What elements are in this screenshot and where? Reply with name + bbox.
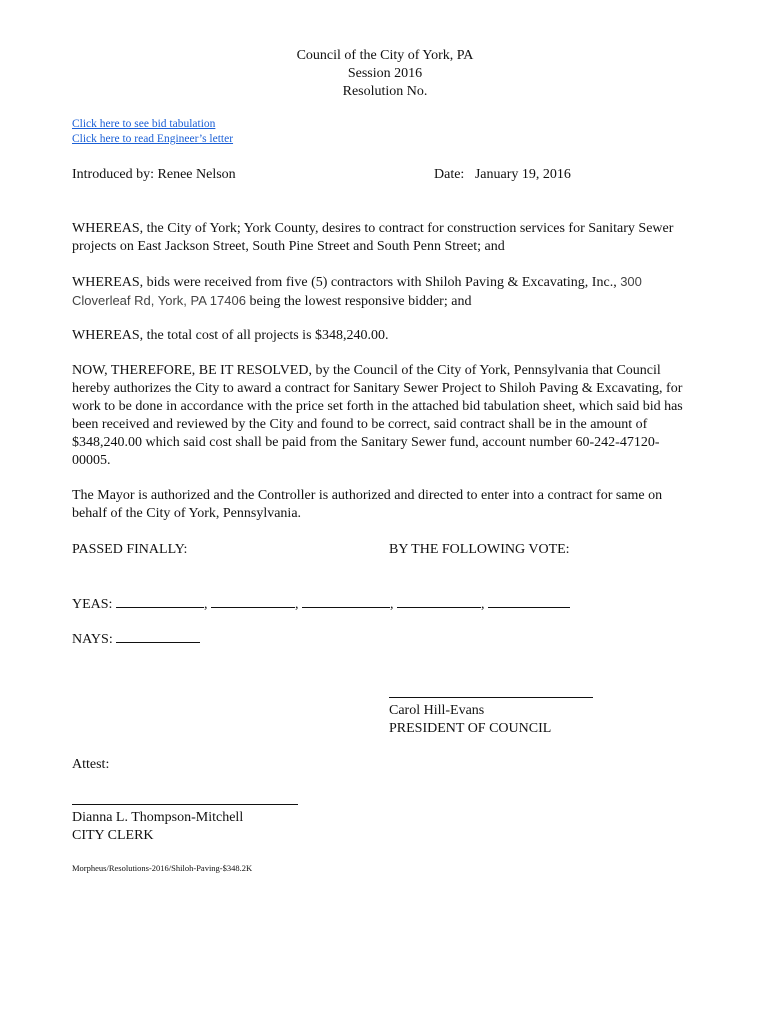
yeas-blank-1 (116, 595, 204, 608)
header-session: Session 2016 (347, 66, 423, 81)
yeas-blank-4 (397, 595, 481, 608)
whereas2-address-2: Cloverleaf Rd, York, PA 17406 (72, 293, 246, 308)
whereas-paragraph-3: WHEREAS, the total cost of all projects is $348,240.00. (72, 328, 389, 343)
date-line (434, 166, 571, 184)
yeas-comma-3: , (389, 597, 394, 612)
president-signature-line (389, 697, 593, 698)
clerk-title: CITY CLERK (72, 828, 154, 843)
yeas-line (72, 595, 570, 614)
attest-label: Attest: (72, 757, 110, 772)
resolved-paragraph: NOW, THEREFORE, BE IT RESOLVED, by the Council of the City of York, Pennsylvania that Council hereby authorizes the City to award a contract for Sanitary Sewer Project to Shiloh Paving & Excavating, for work to be done in accordance with the price set forth in the attached bid tabulation sheet, which said bid has been received and reviewed by the City and found to be correct, said contract shall be in the amount of $348,240.00 which said cost shall be paid from the Sanitary Sewer fund, account number 60-242-47120-00005. (72, 363, 683, 468)
nays-label: NAYS: (72, 632, 113, 647)
clerk-name: Dianna L. Thompson-Mitchell (72, 810, 244, 825)
file-path-footer: Morpheus/Resolutions-2016/Shiloh-Paving-$348.2K (72, 863, 253, 873)
yeas-comma-1: , (203, 597, 208, 612)
yeas-blank-5 (488, 595, 570, 608)
whereas-paragraph-1: WHEREAS, the City of York; York County, desires to contract for construction services for Sanitary Sewer projects on East Jackson Street, South Pine Street and South Penn Street; and (72, 221, 674, 254)
clerk-signature-line (72, 804, 298, 805)
yeas-label: YEAS: (72, 597, 113, 612)
introduced-by: Introduced by: Renee Nelson (72, 167, 236, 182)
yeas-comma-4: , (480, 597, 485, 612)
whereas2-address-1: 300 (620, 274, 642, 289)
header-council: Council of the City of York, PA (296, 48, 474, 63)
whereas2-text-b: being the lowest responsive bidder; and (249, 294, 472, 309)
yeas-blank-3 (302, 595, 390, 608)
header-resolution-no: Resolution No. (342, 84, 428, 99)
engineer-letter-link[interactable]: Click here to read Engineer’s letter (72, 133, 234, 145)
whereas-paragraph-2 (72, 273, 697, 311)
president-title: PRESIDENT OF COUNCIL (389, 721, 552, 736)
president-name: Carol Hill-Evans (389, 703, 485, 718)
date-label: Date: (434, 167, 465, 182)
yeas-comma-2: , (294, 597, 299, 612)
nays-line (72, 630, 200, 649)
yeas-blank-2 (211, 595, 295, 608)
mayor-paragraph: The Mayor is authorized and the Controller is authorized and directed to enter into a contract for same on behalf of the City of York, Pennsylvania. (72, 488, 663, 521)
following-vote-label: BY THE FOLLOWING VOTE: (389, 542, 570, 557)
date-value: January 19, 2016 (474, 167, 571, 182)
whereas2-text-a: WHEREAS, bids were received from five (5) contractors with Shiloh Paving & Excavating, Inc., (72, 275, 617, 290)
passed-finally-label: PASSED FINALLY: (72, 542, 188, 557)
bid-tabulation-link[interactable]: Click here to see bid tabulation (72, 118, 216, 130)
nays-blank (116, 630, 200, 643)
